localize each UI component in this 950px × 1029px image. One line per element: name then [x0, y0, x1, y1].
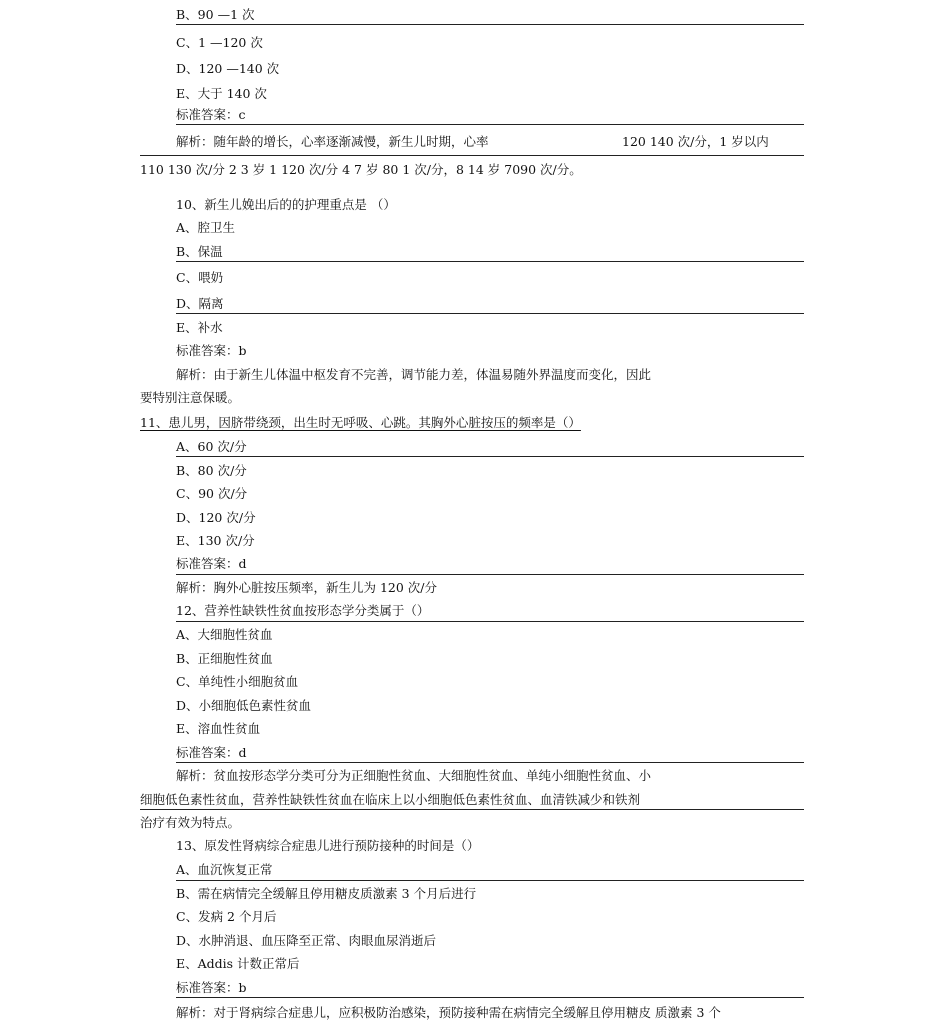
- q12-analysis-line3: 治疗有效为特点。: [140, 815, 241, 830]
- divider-line: [176, 762, 804, 763]
- q11-option-e: E、130 次/分: [176, 533, 255, 548]
- q13-answer: 标准答案：b: [176, 980, 247, 995]
- prev-answer: 标准答案：c: [176, 107, 246, 122]
- q10-answer: 标准答案：b: [176, 343, 247, 358]
- prev-option-d: D、120 —140 次: [176, 61, 280, 76]
- q12-option-e: E、溶血性贫血: [176, 721, 261, 736]
- divider-line: [176, 574, 804, 575]
- q11-answer: 标准答案：d: [176, 556, 247, 571]
- prev-option-c: C、1 —120 次: [176, 35, 263, 50]
- divider-line: [140, 155, 804, 156]
- q12-analysis-line2: 细胞低色素性贫血，营养性缺铁性贫血在临床上以小细胞低色素性贫血、血清铁减少和铁剂: [140, 792, 641, 807]
- q11-analysis: 解析：胸外心脏按压频率，新生儿为 120 次/分: [176, 580, 438, 595]
- q13-analysis: 解析：对于肾病综合症患儿，应积极防治感染，预防接种需在病情完全缓解且停用糖皮 质激素 3 个: [176, 1005, 721, 1020]
- q13-option-a: A、血沉恢复正常: [176, 862, 273, 877]
- q12-option-d: D、小细胞低色素性贫血: [176, 698, 312, 713]
- q10-option-d: D、隔离: [176, 296, 224, 311]
- divider-line: [176, 456, 804, 457]
- divider-line: [140, 809, 804, 810]
- q10-option-c: C、喂奶: [176, 270, 224, 285]
- q11-option-d: D、120 次/分: [176, 510, 256, 525]
- q12-option-c: C、单纯性小细胞贫血: [176, 674, 299, 689]
- q10-option-a: A、腔卫生: [176, 220, 236, 235]
- q12-title: 12、营养性缺铁性贫血按形态学分类属于（）: [176, 603, 430, 618]
- prev-analysis-line2: 110 130 次/分 2 3 岁 1 120 次/分 4 7 岁 80 1 次/分，8 14 岁 7090 次/分。: [140, 162, 582, 177]
- divider-line: [176, 880, 804, 881]
- q11-title: 11、患儿男，因脐带绕颈，出生时无呼吸、心跳。其胸外心脏按压的频率是（）: [140, 415, 581, 430]
- prev-option-e: E、大于 140 次: [176, 86, 267, 101]
- prev-option-b: B、90 —1 次: [176, 7, 255, 22]
- q11-option-c: C、90 次/分: [176, 486, 248, 501]
- divider-line: [176, 997, 804, 998]
- q10-title: 10、新生儿娩出后的的护理重点是 （）: [176, 197, 396, 212]
- divider-line: [176, 124, 804, 125]
- q13-option-b: B、需在病情完全缓解且停用糖皮质激素 3 个月后进行: [176, 886, 477, 901]
- q13-option-c: C、发病 2 个月后: [176, 909, 277, 924]
- divider-line: [176, 24, 804, 25]
- divider-line: [176, 313, 804, 314]
- q10-analysis-line2: 要特别注意保暖。: [140, 390, 241, 405]
- q10-option-b: B、保温: [176, 244, 223, 259]
- prev-analysis-line1-tail: 120 140 次/分，1 岁以内: [622, 134, 769, 149]
- q12-answer: 标准答案：d: [176, 745, 247, 760]
- q12-option-a: A、大细胞性贫血: [176, 627, 273, 642]
- q11-option-a: A、60 次/分: [176, 439, 247, 454]
- q10-option-e: E、补水: [176, 320, 223, 335]
- divider-line: [176, 621, 804, 622]
- divider-line: [176, 261, 804, 262]
- prev-analysis-line1: 解析：随年龄的增长，心率逐渐减慢，新生儿时期，心率: [176, 134, 489, 149]
- q12-option-b: B、正细胞性贫血: [176, 651, 273, 666]
- q13-option-e: E、Addis 计数正常后: [176, 956, 300, 971]
- q11-option-b: B、80 次/分: [176, 463, 247, 478]
- q10-analysis-line1: 解析：由于新生儿体温中枢发育不完善，调节能力差，体温易随外界温度而变化，因此: [176, 367, 652, 382]
- q13-title: 13、原发性肾病综合症患儿进行预防接种的时间是（）: [176, 838, 480, 853]
- q13-option-d: D、水肿消退、血压降至正常、肉眼血尿消逝后: [176, 933, 437, 948]
- q12-analysis-line1: 解析：贫血按形态学分类可分为正细胞性贫血、大细胞性贫血、单纯小细胞性贫血、小: [176, 768, 652, 783]
